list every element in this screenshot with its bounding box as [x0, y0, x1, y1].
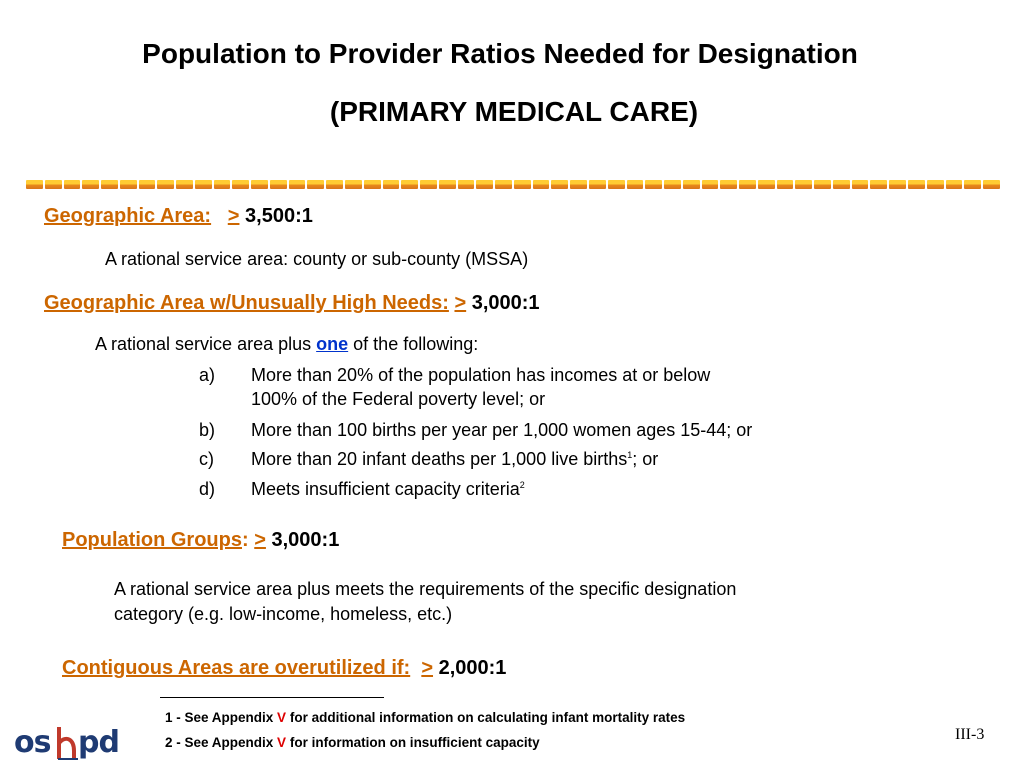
- section-label: Geographic Area w/Unusually High Needs:: [44, 292, 449, 314]
- divider-segment: [420, 180, 437, 189]
- section-description: A rational service area plus meets the requirements of the specific designation: [114, 579, 737, 599]
- list-marker: d): [199, 479, 216, 499]
- section-contiguous-areas: [62, 657, 506, 680]
- divider-segment: [551, 180, 568, 189]
- divider-segment: [101, 180, 118, 189]
- appendix-letter: V: [277, 735, 287, 750]
- footnote-ref: 2: [519, 480, 525, 490]
- divider-segment: [439, 180, 456, 189]
- divider-segment: [852, 180, 869, 189]
- divider-segment: [702, 180, 719, 189]
- divider-segment: [645, 180, 662, 189]
- divider-segment: [964, 180, 981, 189]
- oshpd-logo: [14, 721, 119, 763]
- divider-segment: [307, 180, 324, 189]
- divider-segment: [627, 180, 644, 189]
- section-population-groups: [62, 529, 339, 552]
- footnote-2: [165, 735, 540, 750]
- page-number: III-3: [955, 726, 985, 743]
- divider-segment: [345, 180, 362, 189]
- divider-segment: [889, 180, 906, 189]
- divider-segment: [476, 180, 493, 189]
- divider-segment: [45, 180, 62, 189]
- divider-segment: [120, 180, 137, 189]
- divider-segment: [364, 180, 381, 189]
- divider-segment: [139, 180, 156, 189]
- list-text: 100% of the Federal poverty level; or: [251, 389, 546, 409]
- divider-segment: [570, 180, 587, 189]
- section-high-needs: [44, 292, 540, 315]
- divider-segment: [533, 180, 550, 189]
- divider-segment: [833, 180, 850, 189]
- divider-segment: [946, 180, 963, 189]
- section-label: Geographic Area:: [44, 205, 212, 227]
- list-text: More than 20 infant deaths per 1,000 live births: [251, 449, 628, 469]
- list-item: [199, 365, 899, 415]
- ratio-value: 3,000:1: [471, 292, 540, 314]
- divider-segment: [401, 180, 418, 189]
- label-colon: :: [242, 529, 249, 551]
- ratio-value: 2,000:1: [438, 657, 507, 679]
- greater-equal-symbol: >: [227, 205, 240, 227]
- page-subtitle: (PRIMARY MEDICAL CARE): [329, 96, 699, 127]
- footnote-text: 1 - See Appendix: [165, 710, 274, 725]
- divider-segment: [683, 180, 700, 189]
- divider-segment: [795, 180, 812, 189]
- divider-segment: [289, 180, 306, 189]
- divider-segment: [739, 180, 756, 189]
- description-text: of the following:: [353, 334, 479, 354]
- list-item: [199, 449, 899, 473]
- greater-equal-symbol: >: [254, 529, 266, 551]
- list-marker: c): [199, 449, 214, 469]
- section-description: A rational service area: county or sub-county (MSSA): [105, 249, 529, 269]
- divider-segment: [608, 180, 625, 189]
- ratio-value: 3,000:1: [271, 529, 340, 551]
- divider-segment: [270, 180, 287, 189]
- list-item: [199, 420, 919, 444]
- logo-mark-icon: [56, 721, 80, 763]
- divider-segment: [64, 180, 81, 189]
- greater-equal-symbol: >: [454, 292, 467, 314]
- list-text: More than 20% of the population has incomes at or below: [251, 365, 711, 385]
- page-title: Population to Provider Ratios Needed for Designation: [142, 38, 858, 69]
- emphasis-link-one[interactable]: one: [316, 334, 349, 354]
- divider-segment: [157, 180, 174, 189]
- appendix-letter: V: [277, 710, 287, 725]
- divider-segment: [26, 180, 43, 189]
- section-description: category (e.g. low-income, homeless, etc.): [114, 604, 453, 624]
- description-text: A rational service area plus: [95, 334, 312, 354]
- ratio-value: 3,500:1: [245, 205, 313, 227]
- divider-segment: [758, 180, 775, 189]
- divider-segment: [232, 180, 249, 189]
- list-text: Meets insufficient capacity criteria: [251, 479, 520, 499]
- section-label: Population Groups: [62, 529, 242, 551]
- list-marker: b): [199, 420, 216, 440]
- divider-segment: [814, 180, 831, 189]
- list-item: [199, 479, 899, 503]
- list-text: More than 100 births per year per 1,000 women ages 15-44; or: [251, 420, 753, 440]
- divider-segment: [495, 180, 512, 189]
- section-label: Contiguous Areas are overutilized if:: [62, 657, 411, 679]
- divider-segment: [195, 180, 212, 189]
- divider-segment: [983, 180, 1000, 189]
- divider-segment: [82, 180, 99, 189]
- footnote-ref: 1: [627, 450, 633, 460]
- section-description: [95, 334, 478, 355]
- logo-text-right: pd: [78, 725, 119, 760]
- divider-segment: [251, 180, 268, 189]
- divider-segment: [777, 180, 794, 189]
- divider-segment: [514, 180, 531, 189]
- decorative-divider: [26, 180, 1000, 189]
- divider-segment: [589, 180, 606, 189]
- divider-segment: [214, 180, 231, 189]
- greater-equal-symbol: >: [421, 657, 434, 679]
- list-text: ; or: [632, 449, 659, 469]
- list-marker: a): [199, 365, 216, 385]
- divider-segment: [383, 180, 400, 189]
- footnote-text: for additional information on calculating infant mortality rates: [289, 710, 686, 725]
- footnote-text: for information on insufficient capacity: [289, 735, 540, 750]
- divider-segment: [927, 180, 944, 189]
- divider-segment: [720, 180, 737, 189]
- footnote-divider: [160, 697, 384, 698]
- section-geographic-area: [44, 205, 313, 228]
- divider-segment: [870, 180, 887, 189]
- divider-segment: [176, 180, 193, 189]
- footnote-text: 2 - See Appendix: [165, 735, 274, 750]
- divider-segment: [326, 180, 343, 189]
- divider-segment: [908, 180, 925, 189]
- divider-segment: [458, 180, 475, 189]
- logo-text-left: os: [14, 725, 51, 760]
- footnote-1: [165, 710, 685, 725]
- divider-segment: [664, 180, 681, 189]
